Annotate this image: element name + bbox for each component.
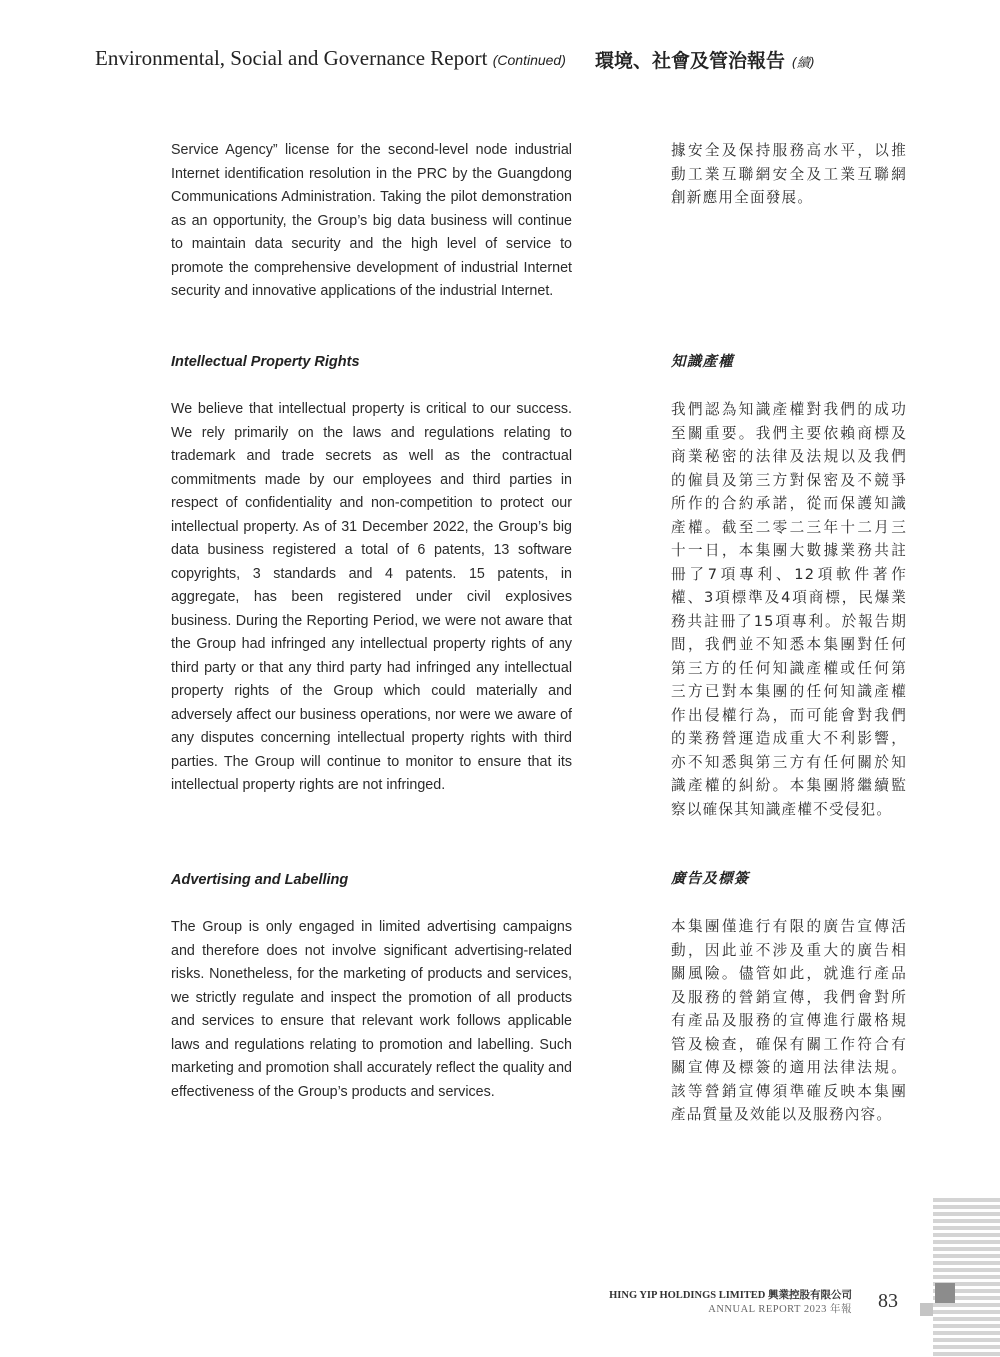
ip-paragraph-zh: 我們認為知識產權對我們的成功至關重要。我們主要依賴商標及商業秘密的法律及法規以及我們的僱員及第三方對保密及不競爭所作的合約承諾，從而保護知識產權。截至二零二三年十二月三十一日，本集團大數據業務共註冊了7項專利、12項軟件著作權、3項標準及4項商標，民爆業務共註冊了15項專利。於報告期間，我們並不知悉本集團對任何第三方的任何知識產權或任何第三方已對本集團的任何知識產權作出侵權行為，而可能會對我們的業務營運造成重大不利影響，亦不知悉與第三方有任何關於知識產權的糾紛。本集團將繼續監察以確保其知識產權不受侵犯。 — [671, 401, 907, 818]
ip-heading-en: Intellectual Property Rights — [171, 354, 360, 370]
header-continued-zh: (續) — [791, 56, 815, 71]
adv-paragraph-en: The Group is only engaged in limited advertising campaigns and therefore does not involve significant advertising-related risks. Nonetheless, for the marketing of products and services, we strictly regulate and inspect the promotion of all products and services to ensure that relevant work follows applicable laws and regulations relating to promotion and labelling. Such marketing and promotion shall accurately reflect the quality and effectiveness of the Group’s products and services. — [171, 919, 572, 1100]
adv-heading-zh: 廣告及標簽 — [671, 871, 750, 887]
header-title-zh-text: 環境、社會及管治報告 — [595, 50, 786, 72]
footer-report-title: ANNUAL REPORT 2023 年報 — [708, 1304, 852, 1315]
page-number: 83 — [878, 1290, 898, 1312]
decorative-square-light — [920, 1303, 933, 1316]
ip-paragraph-en: We believe that intellectual property is critical to our success. We rely primarily on the laws and regulations relating to trademark and trade secrets as well as the contractual commitments made by our employees and third parties in respect of confidentiality and non-competition to protect our intellectual property. As of 31 December 2022, the Group’s big data business registered a total of 6 patents, 13 software copyrights, 3 standards and 4 patents. 15 patents, in aggregate, has been registered under civil explosives business. During the Reporting Period, we were not aware that the Group had infringed any intellectual property rights of any third party or that any third party had infringed any intellectual property rights of the Group which could materially and adversely affect our business operations, nor were we aware of any disputes concerning intellectual property rights with third parties. The Group will continue to monitor to ensure that its intellectual property rights are not infringed. — [171, 401, 572, 793]
decorative-stripes — [933, 1198, 1000, 1357]
header-title-en-text: Environmental, Social and Governance Report — [95, 46, 488, 70]
header-continued-en: (Continued) — [492, 52, 566, 68]
intro-paragraph-en: Service Agency” license for the second-level node industrial Internet identification resolution in the PRC by the Guangdong Communications Administration. Taking the pilot demonstration as an opportunity, the Group’s big data business will continue to maintain data security and the high level of service to promote the comprehensive development of industrial Internet security and innovative applications of the industrial Internet. — [171, 142, 572, 299]
header-title-en — [95, 46, 566, 71]
page-header — [95, 46, 1000, 80]
decorative-square-dark — [935, 1283, 955, 1303]
header-title-zh — [595, 46, 815, 73]
ip-heading-zh: 知識產權 — [671, 354, 734, 370]
adv-heading-en: Advertising and Labelling — [171, 872, 349, 888]
adv-paragraph-zh: 本集團僅進行有限的廣告宣傳活動，因此並不涉及重大的廣告相關風險。儘管如此，就進行產品及服務的營銷宣傳，我們會對所有產品及服務的宣傳進行嚴格規管及檢查，確保有關工作符合有關宣傳及標簽的適用法律法規。該等營銷宣傳須準確反映本集團產品質量及效能以及服務內容。 — [671, 918, 907, 1123]
intro-paragraph-zh: 據安全及保持服務高水平，以推動工業互聯網安全及工業互聯網創新應用全面發展。 — [671, 142, 907, 206]
footer-company-name: HING YIP HOLDINGS LIMITED 興業控股有限公司 — [609, 1290, 852, 1301]
